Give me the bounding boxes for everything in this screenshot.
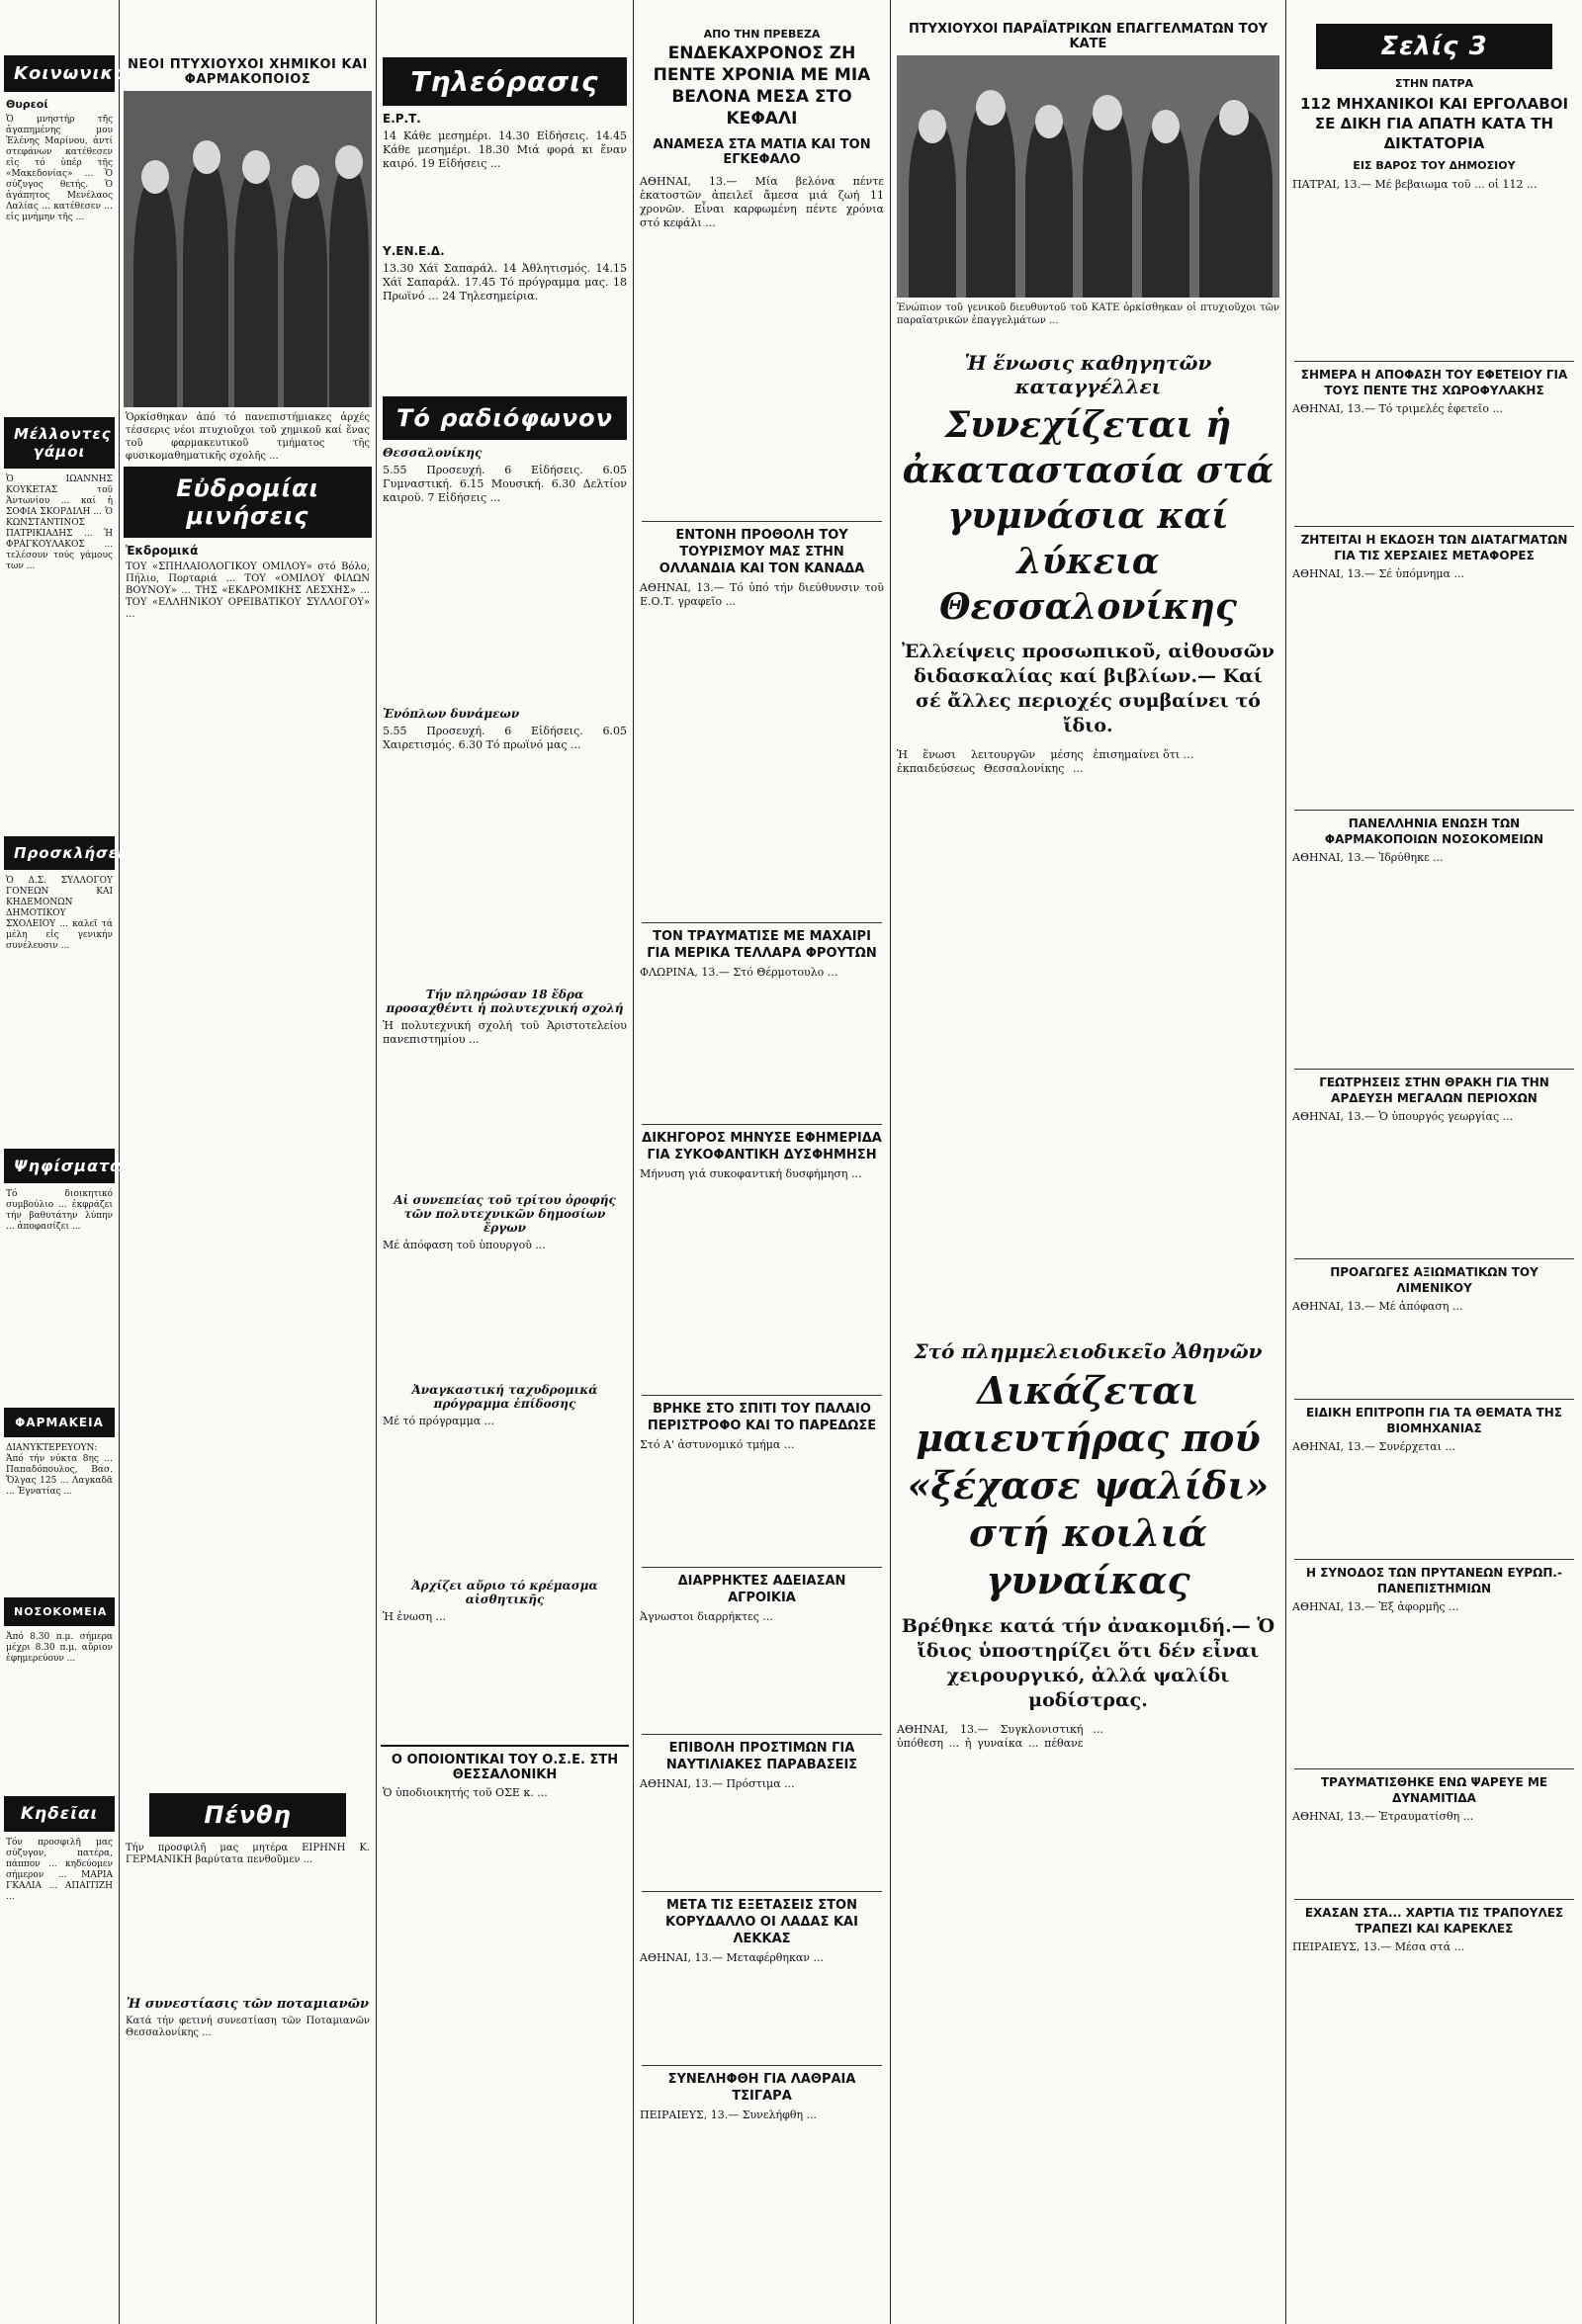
excursions-text: ΤΟΥ «ΣΠΗΛΑΙΟΛΟΓΙΚΟΥ ΟΜΙΛΟΥ» στό Βόλο, Πήλιο, Πορταριά ... ΤΟΥ «ΟΜΙΛΟΥ ΦΙΛΩΝ ΒΟΥΝΟΥ» ... ΤΗΣ «ΕΚΔΡΟΜΙΚΗΣ ΛΕΣΧΗΣ» ... ΤΟΥ «ΕΛΛΗΝΙΚΟΥ ΟΡΕΙΒΑΤΙΚΟΥ ΣΥΛΛΟΓΟΥ» ... bbox=[126, 561, 370, 620]
patra-title: 112 ΜΗΧΑΝΙΚΟΙ ΚΑΙ ΕΡΓΟΛΑΒΟΙ ΣΕ ΔΙΚΗ ΓΙΑ ΑΠΑΤΗ ΚΑΤΑ ΤΗ ΔΙΚΤΑΤΟΡΙΑ bbox=[1299, 95, 1569, 152]
lawyer-text: Μήνυση γιά συκοφαντική δυσφήμηση ... bbox=[640, 1167, 862, 1180]
hospitals-text: Ἀπό 8.30 π.μ. σήμερα μέχρι 8.30 π.μ. αὔριον ἐφημερεύουν ... bbox=[6, 1632, 113, 1664]
pharmacists-text: ΑΘΗΝΑΙ, 13.— Ἱδρύθηκε ... bbox=[1292, 851, 1444, 864]
funerals-heading: Κηδεῖαι bbox=[4, 1796, 115, 1832]
column-broadcast bbox=[377, 0, 633, 2324]
court-text: ΑΘΗΝΑΙ, 13.— Συγκλονιστική ὑπόθεση ... ἡ γυναίκα ... πέθανε ... bbox=[897, 1723, 1103, 1750]
society-text: Ὁ μνηστήρ τῆς ἀγαπημένης μου Ἐλένης Μαρίνου, ἀντί στεφάνων κατέθεσεν εἰς τό ὑπέρ τῆς «Μακεδονίας» ... Ὁ σύζυγος θετής. Ὁ ἀγάπητος Μενέλαος Λαλίας ... κατέθεσεν ... εἰς μνήμην τῆς ... bbox=[6, 115, 113, 222]
kate-photo bbox=[897, 55, 1279, 298]
drilling-text: ΑΘΗΝΑΙ, 13.— Ὁ ὑπουργός γεωργίας ... bbox=[1292, 1110, 1514, 1123]
court-title: Δικάζεται μαιευτήρας πού «ξέχασε ψαλίδι» στή κοιλιά γυναίκας bbox=[907, 1368, 1270, 1602]
invitations-heading: Προσκλήσεις bbox=[4, 836, 115, 870]
cards-title: ΕΧΑΣΑΝ ΣΤΑ... ΧΑΡΤΙΑ ΤΙΣ ΤΡΑΠΟΥΛΕΣ ΤΡΑΠΕΖΙ ΚΑΙ ΚΑΡΕΚΛΕΣ bbox=[1304, 1906, 1564, 1936]
society-heading: Κοινωνικά bbox=[4, 55, 115, 92]
column-features bbox=[891, 0, 1285, 2324]
preveza-text: ΑΘΗΝΑΙ, 13.— Μία βελόνα πέντε ἑκατοστῶν ἀπειλεῖ ἄμεσα μιά ζωή 11 χρονῶν. Εἶναι καρφωμένη πέντε χρόνια στό κεφάλι ... bbox=[640, 175, 884, 229]
teachers-kicker: Ἡ ἕνωσις καθηγητῶν καταγγέλλει bbox=[964, 351, 1212, 398]
patra-text: ΠΑΤΡΑΙ, 13.— Μέ βεβαιωμα τοῦ ... οἱ 112 ... bbox=[1292, 178, 1538, 191]
preveza-title: ΕΝΔΕΚΑΧΡΟΝΟΣ ΖΗ ΠΕΝΤΕ ΧΡΟΝΙΑ ΜΕ ΜΙΑ ΒΕΛΟΝΑ ΜΕΣΑ ΣΤΟ ΚΕΦΑΛΙ bbox=[653, 43, 871, 129]
meeting-text: Ἡ πολυτεχνική σχολή τοῦ Ἀριστοτελείου πανεπιστημίου ... bbox=[383, 1019, 627, 1046]
decrees-text: Τό διοικητικό συμβούλιο ... ἐκφράζει τήν βαθυτάτην λύπην ... ἀποφασίζει ... bbox=[6, 1189, 113, 1232]
pharmacies-heading: ΦΑΡΜΑΚΕΙΑ bbox=[4, 1408, 115, 1437]
invitations-text: Ὁ Δ.Σ. ΣΥΛΛΟΓΟΥ ΓΟΝΕΩΝ ΚΑΙ ΚΗΔΕΜΟΝΩΝ ΔΗΜΟΤΙΚΟΥ ΣΧΟΛΕΙΟΥ ... καλεῖ τά μέλη εἰς γενικήν συνέλευσιν ... bbox=[6, 876, 113, 951]
page-number-label: Σελίς 3 bbox=[1316, 24, 1552, 69]
fines-title: ΕΠΙΒΟΛΗ ΠΡΟΣΤΙΜΩΝ ΓΙΑ ΝΑΥΤΙΛΙΑΚΕΣ ΠΑΡΑΒΑΣΕΙΣ bbox=[665, 1741, 858, 1772]
exam-title: ΜΕΤΑ ΤΙΣ ΕΞΕΤΑΣΕΙΣ ΣΤΟΝ ΚΟΡΥΔΑΛΛΟ ΟΙ ΛΑΔΑΣ ΚΑΙ ΛΕΚΚΑΣ bbox=[665, 1898, 858, 1946]
teachers-text: Ἡ ἕνωσι λειτουργῶν μέσης ἐκπαιδεύσεως Θεσσαλονίκης ... ἐπισημαίνει ὅτι ... bbox=[897, 748, 1194, 775]
kate-photo-caption: Ἐνώπιον τοῦ γενικοῦ διευθυντοῦ τοῦ ΚΑΤΕ ὁρκίσθηκαν οἱ πτυχιοῦχοι τῶν παραϊατρικῶν ἐπαγγελμάτων ... bbox=[897, 302, 1279, 326]
aid-text: Μέ τό πρόγραμμα ... bbox=[383, 1415, 495, 1427]
tv-ert-label: Ε.Ρ.Τ. bbox=[383, 112, 421, 126]
radio-text: 5.55 Προσευχή. 6 Εἰδήσεις. 6.05 Γυμναστική. 6.15 Μουσική. 6.30 Δελτίον καιροῦ. 7 Εἰδήσεις ... bbox=[383, 464, 627, 504]
dynamite-title: ΤΡΑΥΜΑΤΙΣΘΗΚΕ ΕΝΩ ΨΑΡΕΥΕ ΜΕ ΔΥΝΑΜΙΤΙΔΑ bbox=[1320, 1775, 1548, 1805]
court-kicker: Στό πλημμελειοδικεῖο Ἀθηνῶν bbox=[914, 1339, 1263, 1363]
weddings-heading: Μέλλοντες γάμοι bbox=[4, 417, 115, 469]
appeal-text: ΑΘΗΝΑΙ, 13.— Τό τριμελές ἐφετεῖο ... bbox=[1292, 402, 1503, 415]
fines-text: ΑΘΗΝΑΙ, 13.— Πρόστιμα ... bbox=[640, 1777, 795, 1790]
rectors-title: Η ΣΥΝΟΔΟΣ ΤΩΝ ΠΡΥΤΑΝΕΩΝ ΕΥΡΩΠ.-ΠΑΝΕΠΙΣΤΗΜΙΩΝ bbox=[1306, 1566, 1562, 1595]
river-text: Κατά τήν φετινή συνεστίαση τῶν Ποταμιανῶν Θεσσαλονίκης ... bbox=[126, 2016, 370, 2038]
excursions-heading: Εὐδρομίαι μινήσεις bbox=[124, 467, 372, 538]
lawyer-title: ΔΙΚΗΓΟΡΟΣ ΜΗΝΥΣΕ ΕΦΗΜΕΡΙΔΑ ΓΙΑ ΣΥΚΟΦΑΝΤΙΚΗ ΔΥΣΦΗΜΗΣΗ bbox=[642, 1131, 882, 1162]
tourism-title: ΕΝΤΟΝΗ ΠΡΟΘΟΛΗ ΤΟΥ ΤΟΥΡΙΣΜΟΥ ΜΑΣ ΣΤΗΝ ΟΛΛΑΝΔΙΑ ΚΑΙ ΤΟΝ ΚΑΝΑΔΑ bbox=[659, 528, 865, 576]
column-classifieds bbox=[0, 0, 134, 2324]
forces-subheading: Ἐνόπλων δυνάμεων bbox=[383, 707, 520, 721]
tv-ert-text: 14 Κάθε μεσημέρι. 14.30 Εἰδήσεις. 14.45 Κάθε μεσημέρι. 18.30 Μιά φορά κι ἕναν καιρό. 19 Εἰδήσεις ... bbox=[383, 129, 627, 170]
industry-title: ΕΙΔΙΚΗ ΕΠΙΤΡΟΠΗ ΓΙΑ ΤΑ ΘΕΜΑΤΑ ΤΗΣ ΒΙΟΜΗΧΑΝΙΑΣ bbox=[1305, 1406, 1562, 1435]
industry-text: ΑΘΗΝΑΙ, 13.— Συνέρχεται ... bbox=[1292, 1440, 1455, 1453]
house-text: Στό Α' ἀστυνομικό τμήμα ... bbox=[640, 1438, 795, 1451]
transport-text: ΑΘΗΝΑΙ, 13.— Σέ ὑπόμνημα ... bbox=[1292, 567, 1464, 580]
pharmacies-text: ΔΙΑΝΥΚΤΕΡΕΥΟΥΝ: Ἀπό τήν νύκτα 8ης ... Παπαδόπουλος, Βασ. Ὄλγας 125 ... Λαγκαδᾶ ... Ἐγνατίας ... bbox=[6, 1443, 113, 1497]
patra-subheading: ΕΙΣ ΒΑΡΟΣ ΤΟΥ ΔΗΜΟΣΙΟΥ bbox=[1353, 159, 1516, 172]
appeal-title: ΣΗΜΕΡΑ Η ΑΠΟΦΑΣΗ ΤΟΥ ΕΦΕΤΕΙΟΥ ΓΙΑ ΤΟΥΣ ΠΕΝΤΕ ΤΗΣ ΧΩΡΟΦΥΛΑΚΗΣ bbox=[1300, 368, 1568, 397]
graduates-caption: Ὁρκίσθηκαν ἀπό τό πανεπιστήμιακες ἀρχές τέσσερις νέοι πτυχιοῦχοι τοῦ χημικοῦ καί ἕνας τοῦ φαρμακευτικοῦ τμήματος τῆς φυσικομαθηματικῆς σχολῆς ... bbox=[126, 412, 370, 462]
exams-text: Ἡ ἐνωση ... bbox=[383, 1610, 447, 1623]
column-briefs bbox=[1286, 0, 1582, 2324]
patra-kicker: ΣΤΗΝ ΠΑΤΡΑ bbox=[1394, 77, 1474, 90]
mourning-text: Τήν προσφιλῆ μας μητέρα ΕΙΡΗΝΗ Κ. ΓΕΡΜΑΝΙΚΗ βαρύτατα πενθοῦμεν ... bbox=[126, 1843, 370, 1865]
oseth-heading: Ο ΟΠΟΙΟΝΤΙΚΑΙ ΤΟΥ Ο.Σ.Ε. ΣΤΗ ΘΕΣΣΑΛΟΝΙΚΗ bbox=[391, 1753, 619, 1782]
column-graduates bbox=[120, 0, 376, 2324]
arrest-text: ΠΕΙΡΑΙΕΥΣ, 13.— Συνελήφθη ... bbox=[640, 2109, 818, 2121]
knife-title: ΤΟΝ ΤΡΑΥΜΑΤΙΣΕ ΜΕ ΜΑΧΑΙΡΙ ΓΙΑ ΜΕΡΙΚΑ ΤΕΛΛΑΡΑ ΦΡΟΥΤΩΝ bbox=[647, 929, 877, 961]
decrees-heading: Ψηφίσματα bbox=[4, 1149, 115, 1183]
hospitals-heading: ΝΟΣΟΚΟΜΕΙΑ bbox=[4, 1597, 115, 1626]
mourning-heading: Πένθη bbox=[149, 1793, 346, 1837]
transport-title: ΖΗΤΕΙΤΑΙ Η ΕΚΔΟΣΗ ΤΩΝ ΔΙΑΤΑΓΜΑΤΩΝ ΓΙΑ ΤΙΣ ΧΕΡΣΑΙΕΣ ΜΕΤΑΦΟΡΕΣ bbox=[1300, 533, 1568, 562]
radio-heading: Τό ραδιόφωνον bbox=[383, 396, 627, 440]
cards-text: ΠΕΙΡΑΙΕΥΣ, 13.— Μέσα στά ... bbox=[1292, 1940, 1465, 1953]
tv-yened-label: Υ.ΕΝ.Ε.Δ. bbox=[383, 244, 445, 258]
excursions-subheading: Ἐκδρομικά bbox=[126, 544, 199, 558]
aid-heading: Ἀναγκαστική ταχυδρομικά πρόγραμμα ἐπίδοσης bbox=[411, 1383, 598, 1411]
teachers-title: Συνεχίζεται ἡ ἀκαταστασία στά γυμνάσια καί λύκεια Θεσσαλονίκης bbox=[902, 404, 1274, 628]
drilling-title: ΓΕΩΤΡΗΣΕΙΣ ΣΤΗΝ ΘΡΑΚΗ ΓΙΑ ΤΗΝ ΑΡΔΕΥΣΗ ΜΕΓΑΛΩΝ ΠΕΡΙΟΧΩΝ bbox=[1319, 1076, 1549, 1105]
radio-subheading: Θεσσαλονίκης bbox=[383, 446, 483, 460]
tourism-text: ΑΘΗΝΑΙ, 13.— Τό ὑπό τήν διεύθυνσιν τοῦ Ε.Ο.Τ. γραφεῖο ... bbox=[640, 581, 884, 608]
court-deck: Βρέθηκε κατά τήν ἀνακομιδή.— Ὁ ἴδιος ὑποστηρίζει ὅτι δέν εἶναι χειρουργικό, ἀλλά ψαλίδι μοδίστρας. bbox=[901, 1615, 1275, 1711]
graduates-title: ΝΕΟΙ ΠΤΥΧΙΟΥΧΟΙ ΧΗΜΙΚΟΙ ΚΑΙ ΦΑΡΜΑΚΟΠΟΙΟΣ bbox=[128, 57, 368, 87]
rectors-text: ΑΘΗΝΑΙ, 13.— Ἐξ ἀφορμῆς ... bbox=[1292, 1600, 1459, 1613]
society-subheading: Θυρεοί bbox=[6, 98, 48, 111]
graduates-photo bbox=[124, 91, 372, 407]
burglars-text: Ἀγνωστοι διαρρήκτες ... bbox=[640, 1610, 773, 1623]
tv-yened-text: 13.30 Χάϊ Σαπαράλ. 14 Ἀθλητισμός. 14.15 Χάϊ Σαπαράλ. 17.45 Τό πρόγραμμα μας. 18 Πρωϊνό ... 24 Τηλεσημείρια. bbox=[383, 262, 627, 302]
burglars-title: ΔΙΑΡΡΗΚΤΕΣ ΑΔΕΙΑΣΑΝ ΑΓΡΟΙΚΙΑ bbox=[677, 1574, 846, 1605]
tv-heading: Τηλεόρασις bbox=[383, 57, 627, 106]
dynamite-text: ΑΘΗΝΑΙ, 13.— Ἐτραυματίσθη ... bbox=[1292, 1810, 1474, 1823]
exam-text: ΑΘΗΝΑΙ, 13.— Μεταφέρθηκαν ... bbox=[640, 1951, 824, 1964]
arrest-title: ΣΥΝΕΛΗΦΘΗ ΓΙΑ ΛΑΘΡΑΙΑ ΤΣΙΓΑΡΑ bbox=[667, 2072, 856, 2104]
weddings-text: Ὁ ΙΩΑΝΝΗΣ ΚΟΥΚΕΤΑΣ τοῦ Ἀντωνίου ... καί ἡ ΣΟΦΙΑ ΣΚΟΡΔΙΛΗ ... Ὁ ΚΩΝΣΤΑΝΤΙΝΟΣ ΠΑΤΡΙΚΙΑΔΗΣ ... Ἡ ΦΡΑΓΚΟΥΛΑΚΟΣ ... τελέσουν τούς γάμους των ... bbox=[6, 474, 113, 571]
preveza-subheading: ΑΝΑΜΕΣΑ ΣΤΑ ΜΑΤΙΑ ΚΑΙ ΤΟΝ ΕΓΚΕΦΑΛΟ bbox=[653, 137, 871, 167]
exams-heading: Ἀρχίζει αὔριο τό κρέμασμα αἰσθητικῆς bbox=[411, 1579, 598, 1606]
oseth-text: Ὁ ὑποδιοικητής τοῦ ΟΣΕ κ. ... bbox=[383, 1786, 548, 1799]
meeting-heading: Τήν πληρώσαν 18 ἔδρα προσαχθέντι ἡ πολυτεχνική σχολή bbox=[386, 988, 624, 1015]
preveza-kicker: ΑΠΟ ΤΗΝ ΠΡΕΒΕΖΑ bbox=[703, 28, 821, 41]
forces-text: 5.55 Προσευχή. 6 Εἰδήσεις. 6.05 Χαιρετισμός. 6.30 Τό πρωϊνό μας ... bbox=[383, 725, 627, 751]
knife-text: ΦΛΩΡΙΝΑ, 13.— Στό Θέρμοτουλο ... bbox=[640, 966, 838, 979]
column-news bbox=[634, 0, 890, 2324]
works-heading: Αἱ συνεπείας τοῦ τρίτου ὀροφής τῶν πολυτεχνικῶν δημοσίων ἔργων bbox=[394, 1193, 616, 1235]
works-text: Μέ ἀπόφαση τοῦ ὑπουργοῦ ... bbox=[383, 1239, 546, 1251]
kate-photo-title: ΠΤΥΧΙΟΥΧΟΙ ΠΑΡΑΪΑΤΡΙΚΩΝ ΕΠΑΓΓΕΛΜΑΤΩΝ ΤΟΥ ΚΑΤΕ bbox=[908, 22, 1269, 51]
pharmacists-title: ΠΑΝΕΛΛΗΝΙΑ ΕΝΩΣΗ ΤΩΝ ΦΑΡΜΑΚΟΠΟΙΩΝ ΝΟΣΟΚΟΜΕΙΩΝ bbox=[1324, 817, 1544, 846]
river-heading: Ἡ συνεστίασις τῶν ποταμιανῶν bbox=[126, 1997, 370, 2012]
promotions-title: ΠΡΟΑΓΩΓΕΣ ΑΞΙΩΜΑΤΙΚΩΝ ΤΟΥ ΛΙΜΕΝΙΚΟΥ bbox=[1330, 1265, 1538, 1295]
promotions-text: ΑΘΗΝΑΙ, 13.— Μέ ἀπόφαση ... bbox=[1292, 1300, 1463, 1313]
funerals-text: Τόν προσφιλῆ μας σύζυγον, πατέρα, πάππον ... κηδεύομεν σήμερον ... ΜΑΡΙΑ ΓΚΑΛΙΑ ... ΑΠΑΙΤΙΖΗ ... bbox=[6, 1838, 113, 1902]
house-title: ΒΡΗΚΕ ΣΤΟ ΣΠΙΤΙ ΤΟΥ ΠΑΛΑΙΟ ΠΕΡΙΣΤΡΟΦΟ ΚΑΙ ΤΟ ΠΑΡΕΔΩΣΕ bbox=[647, 1402, 877, 1433]
teachers-deck: Ἐλλείψεις προσωπικοῦ, αἰθουσῶν διδασκαλίας καί βιβλίων.— Καί σέ ἄλλες περιοχές συμβαίνει τό ἴδιο. bbox=[901, 641, 1274, 736]
